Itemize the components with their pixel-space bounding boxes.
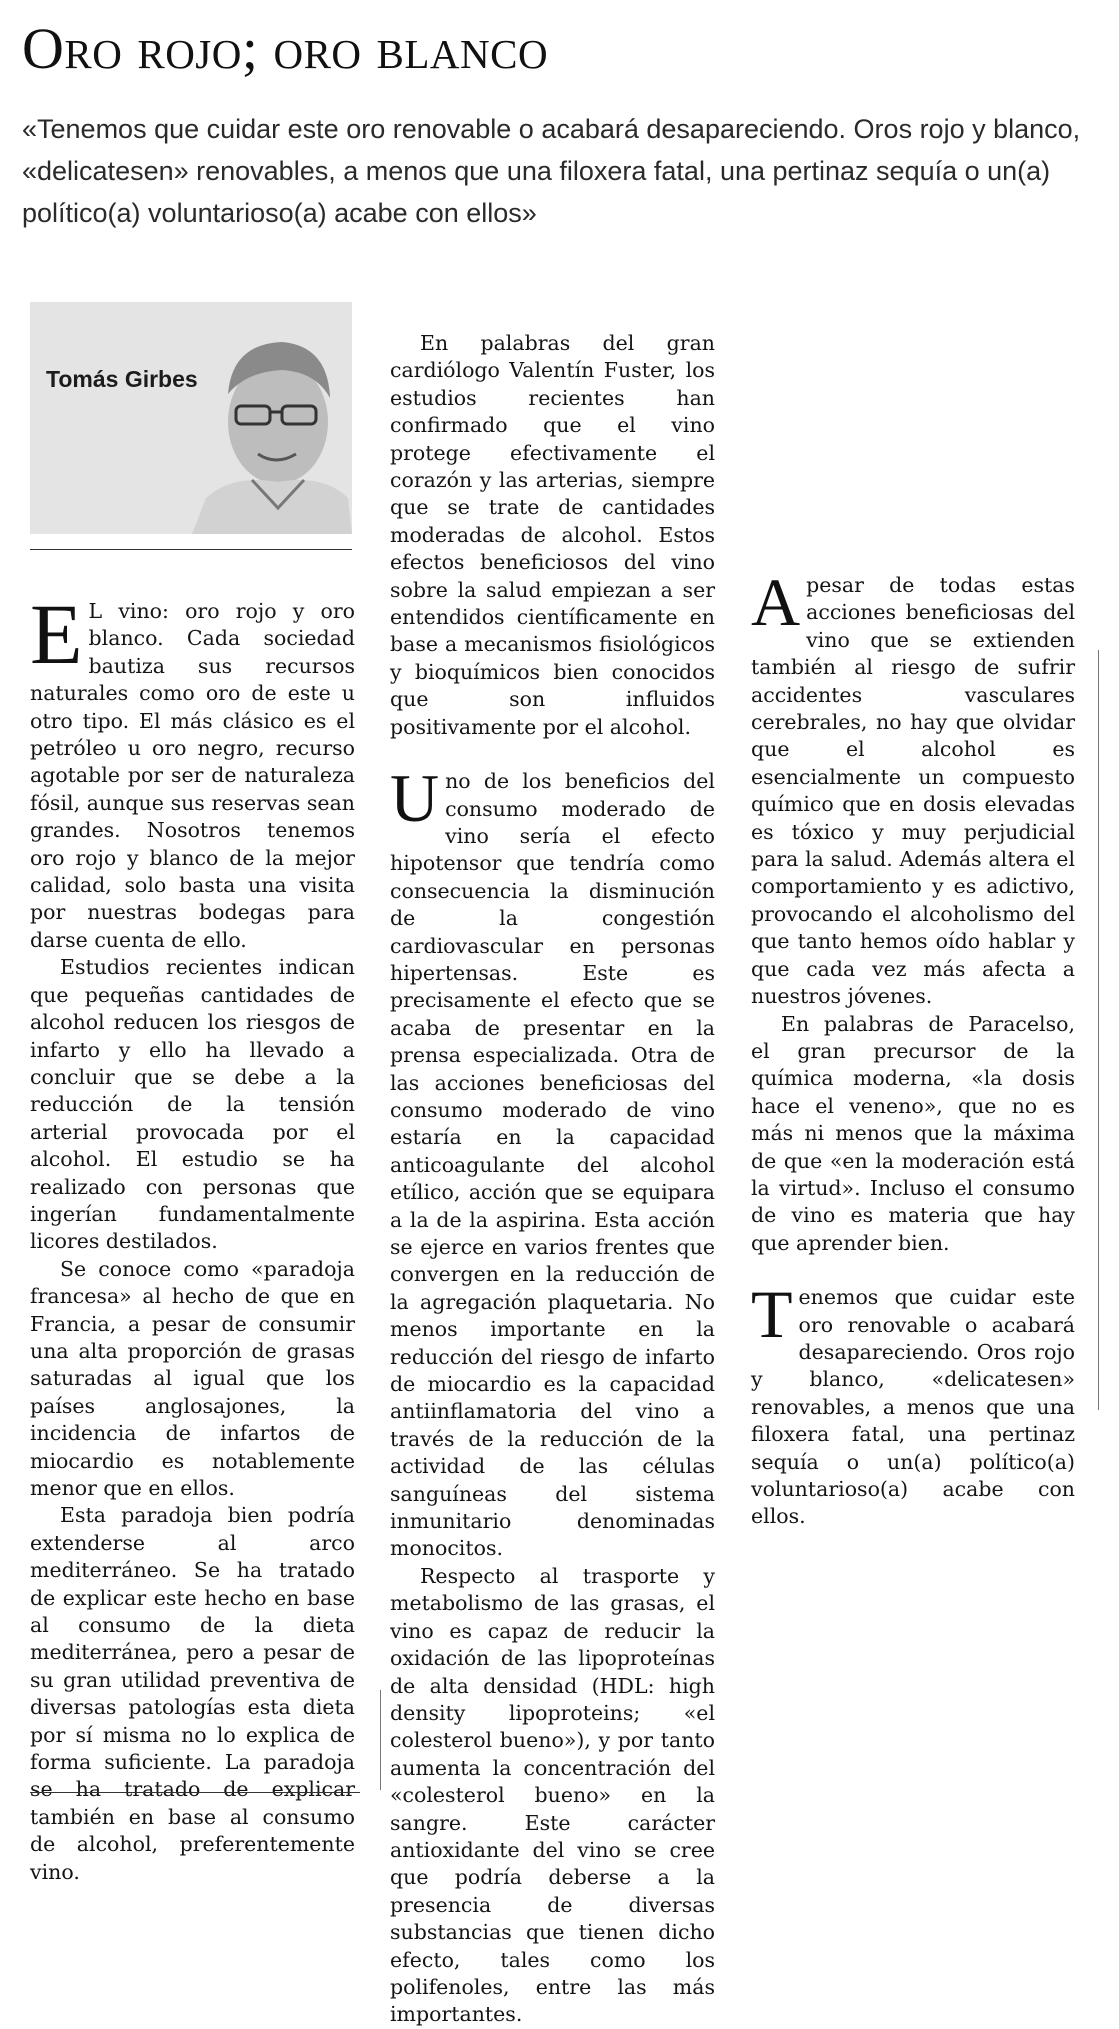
paragraph: Estudios recientes indican que pequeñas cantidades de alcohol reducen los riesgos de infarto y ello ha llevado a concluir que se debe a la reducción de la tensión arterial provocada por el alcohol. El estudio se ha realizado con personas que ingerían fundamentalmente licores destilados. [30, 955, 355, 1254]
paragraph [751, 564, 1075, 1011]
column-1 [30, 586, 355, 1886]
paragraph-text: enemos que cuidar este oro renovable o acabará desapareciendo. Oros rojo y blanco, «delicatesen» renovables, a menos que una filoxera fatal, una pertinaz sequía o un(a) político(a) voluntarioso(a) acabe con ellos. [751, 1285, 1075, 1529]
headline: Oro rojo; oro blanco [22, 16, 549, 81]
paragraph [751, 1276, 1075, 1531]
paragraph-text: L vino: oro rojo y oro blanco. Cada sociedad bautiza sus recursos naturales como oro de este u otro tipo. El más clásico es el petróleo u oro negro, recurso agotable por ser de naturaleza fósil, aunque sus reservas sean grandes. Nosotros tenemos oro rojo y blanco de la mejor calidad, solo basta una visita por nuestras bodegas para darse cuenta de ello. [30, 599, 355, 952]
author-rule [30, 549, 352, 550]
paragraph [30, 586, 355, 954]
drop-cap: A [751, 564, 801, 640]
paragraph: En palabras de Paracelso, el gran precursor de la química moderna, «la dosis hace el veneno», que no es más ni menos que la máxima de que «en la moderación está la virtud». Incluso el consumo de vino es materia que hay que aprender bien. [751, 1011, 1075, 1255]
paragraph: Respecto al trasporte y metabolismo de las grasas, el vino es capaz de reducir la oxidación de las lipoproteínas de alta densidad (HDL: high density lipoproteins; «el colesterol bueno»), y por tanto aumenta la concentración del «colesterol bueno» en la sangre. Este carácter antioxidante del vino se cree que podría deberse a la presencia de diversas substancias que tienen dicho efecto, tales como los polifenoles, entre las más importantes. [390, 1563, 715, 2027]
paragraph [390, 760, 715, 1563]
author-name: Tomás Girbes [46, 366, 198, 392]
author-portrait [192, 302, 352, 534]
paragraph: Esta paradoja bien podría extenderse al arco mediterráneo. Se ha tratado de explicar este hecho en base al consumo de la dieta mediterránea, pero a pesar de su gran utilidad preventiva de diversas patologías esta dieta por sí misma no lo explica de forma suficiente. La paradoja se ha tratado de explicar también en base al consumo de alcohol, preferentemente vino. [30, 1503, 355, 1884]
paragraph: Se conoce como «paradoja francesa» al hecho de que en Francia, a pesar de consumir una alta proporción de grasas saturadas al igual que los países anglosajones, la incidencia de infartos de miocardio es notablemente menor que en ellos. [30, 1256, 355, 1500]
column-divider [380, 1690, 381, 1790]
standfirst: «Tenemos que cuidar este oro renovable o acabará desapareciendo. Oros rojo y blanco, «delicatesen» renovables, a menos que una filoxera fatal, una pertinaz sequía o un(a) político(a) voluntarioso(a) acabe con ellos» [22, 114, 1081, 228]
paragraph-text: no de los beneficios del consumo moderado de vino sería el efecto hipotensor que tendría como consecuencia la disminución de la congestión cardiovascular en personas hipertensas. Este es precisamente el efecto que se acaba de presentar en la prensa especializada. Otra de las acciones beneficiosas del consumo moderado de vino estaría en la capacidad anticoagulante del alcohol etílico, acción que se equipara a la de la aspirina. Esta acción se ejerce en varios frentes que convergen en la reducción de la agregación plaquetaria. No menos importante en la reducción del riesgo de infarto de miocardio es la capacidad antiinflamatoria del vino a través de la reducción de la actividad de las células sanguíneas del sistema inmunitario denominadas monocitos. [390, 769, 715, 1561]
drop-cap: T [751, 1276, 793, 1353]
paragraph-text: pesar de todas estas acciones beneficiosas del vino que se extienden también al riesgo de sufrir accidentes vasculares cerebrales, no hay que olvidar que el alcohol es esencialmente un compuesto químico que en dosis elevadas es tóxico y muy perjudicial para la salud. Además altera el comportamiento y es adictivo, provocando el alcoholismo del que tanto hemos oído hablar y que cada vez más afecta a nuestros jóvenes. [751, 573, 1075, 1009]
drop-cap: U [390, 760, 440, 837]
bottom-rule [30, 1792, 360, 1793]
column-3 [751, 564, 1075, 1531]
paragraph: En palabras del gran cardiólogo Valentín Fuster, los estudios recientes han confirmado que el vino protege efectivamente el corazón y las arterias, siempre que se trate de cantidades moderadas de alcohol. Estos efectos beneficiosos del vino sobre la salud empiezan a ser entendidos científicamente en base a mecanismos fisiológicos y bioquímicos bien conocidos que son influidos positivamente por el alcohol. [390, 331, 715, 739]
column-divider [1098, 650, 1099, 1410]
drop-cap: E [30, 586, 83, 682]
column-2-body [390, 330, 715, 2029]
author-box [30, 302, 352, 534]
